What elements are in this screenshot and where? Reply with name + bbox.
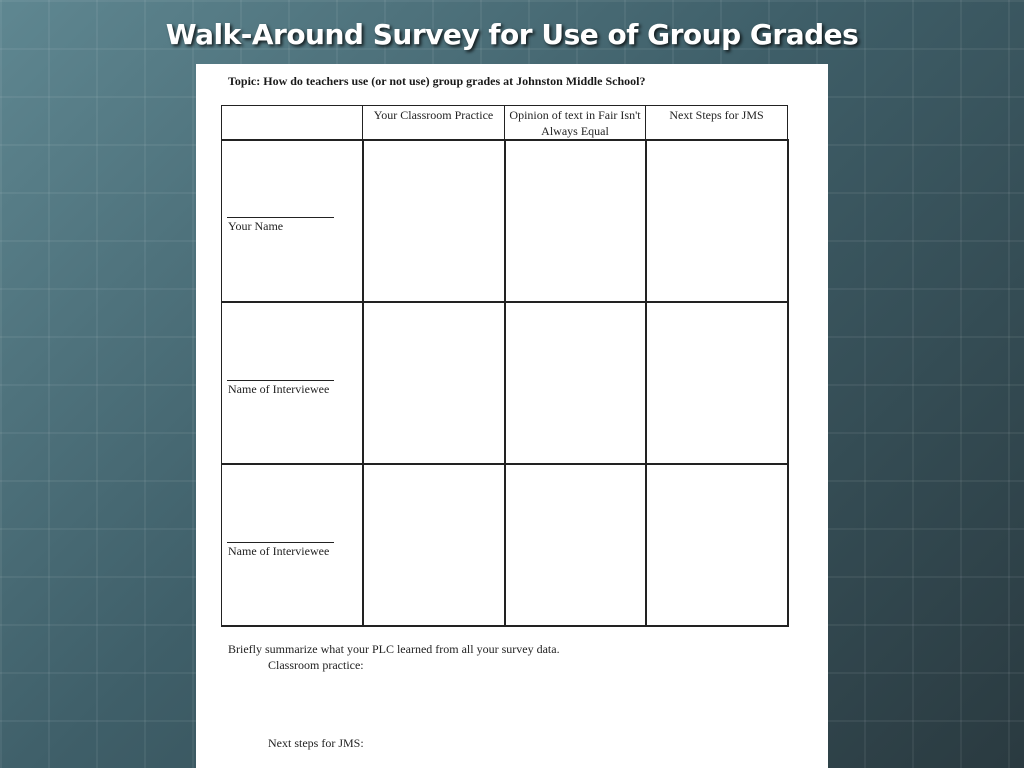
table-row	[222, 140, 788, 302]
table-header-row	[222, 106, 788, 141]
response-cell	[505, 140, 646, 302]
survey-document	[196, 64, 828, 768]
column-header: Opinion of text in Fair Isn't Always Equal	[509, 108, 641, 138]
header-empty-cell	[222, 106, 363, 141]
row-label: Your Name	[228, 219, 284, 233]
response-cell	[505, 464, 646, 626]
column-header: Your Classroom Practice	[373, 108, 494, 122]
header-opinion-text	[505, 106, 646, 141]
row-label-cell	[222, 140, 363, 302]
response-cell	[363, 140, 505, 302]
response-cell	[363, 464, 505, 626]
response-cell	[363, 302, 505, 464]
classroom-practice-label: Classroom practice:	[268, 658, 364, 672]
response-cell	[505, 302, 646, 464]
row-label-cell	[222, 302, 363, 464]
column-header: Next Steps for JMS	[669, 108, 764, 122]
table-row	[222, 302, 788, 464]
name-write-line	[227, 380, 334, 381]
header-classroom-practice	[363, 106, 505, 141]
row-label-cell	[222, 464, 363, 626]
survey-table	[221, 105, 789, 627]
table-row	[222, 464, 788, 626]
response-cell	[646, 140, 788, 302]
row-label: Name of Interviewee	[228, 382, 330, 396]
response-cell	[646, 464, 788, 626]
next-steps-label: Next steps for JMS:	[268, 736, 364, 750]
row-label: Name of Interviewee	[228, 544, 330, 558]
slide-title: Walk-Around Survey for Use of Group Grades	[165, 18, 859, 51]
summary-prompt: Briefly summarize what your PLC learned from all your survey data.	[228, 642, 560, 656]
name-write-line	[227, 217, 334, 218]
name-write-line	[227, 542, 334, 543]
header-next-steps	[646, 106, 788, 141]
topic-line: Topic: How do teachers use (or not use) group grades at Johnston Middle School?	[228, 74, 646, 88]
response-cell	[646, 302, 788, 464]
